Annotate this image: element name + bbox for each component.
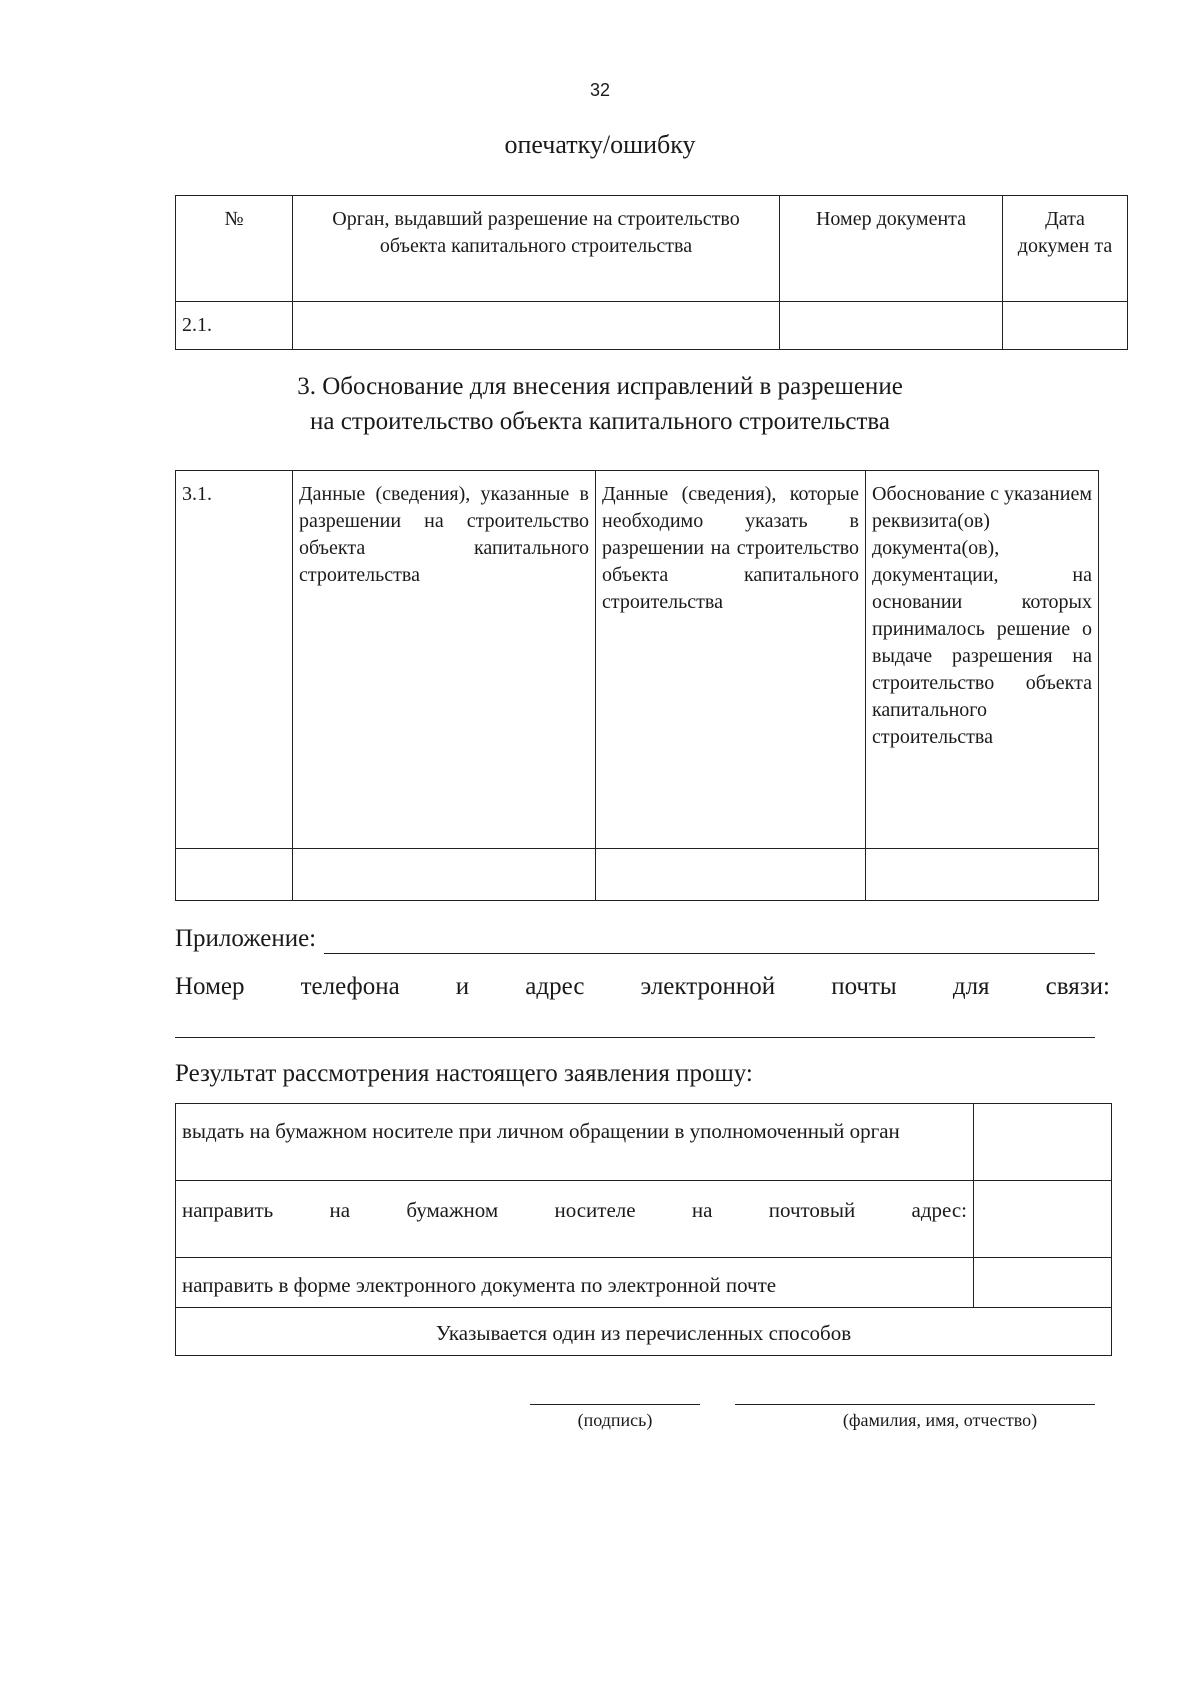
contact-word: Номер [175,973,245,1000]
signature-line[interactable] [530,1404,700,1405]
table-cell-row-number: 2.1. [176,302,293,350]
result-label: Результат рассмотрения настоящего заявления прошу: [175,1060,753,1087]
contact-word: почты [831,973,897,1000]
attachment-row [175,925,1095,954]
option-checkbox[interactable] [974,1258,1112,1308]
table-header-doc-number: Номер документа [780,196,1003,302]
table-cell [176,849,293,901]
contact-word: адрес [525,973,585,1000]
table-header-doc-date: Дата докумен та [1003,196,1128,302]
table-cell-required-data: Данные (сведения), которые необходимо указать в разрешении на строительство объекта капитального строительства [596,471,866,849]
result-note: Указывается один из перечисленных способов [176,1308,1112,1356]
contact-word: для [952,973,990,1000]
option-by-mail: направить на бумажном носителе на почтовый адрес: [176,1181,974,1258]
table-cell [1003,302,1128,350]
full-name-caption: (фамилия, имя, отчество) [842,1410,1038,1430]
contact-word: телефона [300,973,400,1000]
table-cell-row-number: 3.1. [176,471,293,849]
table-cell-justification: Обоснование с указанием реквизита(ов) документа(ов), документации, на основании которых принималось решение о выдаче разрешения на строительство объекта капитального строительства [866,471,1099,849]
contact-input-line[interactable] [175,1037,1095,1038]
table-cell [293,849,596,901]
contact-row [175,973,1110,1001]
correction-table [175,195,1128,350]
option-checkbox[interactable] [974,1181,1112,1258]
full-name-line[interactable] [735,1404,1095,1405]
option-by-email: направить в форме электронного документа по электронной почте [176,1258,974,1308]
contact-word: и [455,973,470,1000]
section-title-line1: 3. Обоснование для внесения исправлений в разрешение [297,373,903,400]
table-cell [866,849,1099,901]
result-options-table [175,1103,1112,1356]
continuation-heading: опечатку/ошибку [504,130,696,159]
section-title-line2: на строительство объекта капитального строительства [310,408,890,435]
table-cell [780,302,1003,350]
table-cell-current-data: Данные (сведения), указанные в разрешении на строительство объекта капитального строительства [293,471,596,849]
attachment-input-line[interactable] [324,925,1095,954]
option-checkbox[interactable] [974,1104,1112,1181]
attachment-label: Приложение: [175,925,317,952]
table-header-number: № [176,196,293,302]
table-cell [293,302,780,350]
signature-caption: (подпись) [577,1410,653,1430]
table-header-authority: Орган, выдавший разрешение на строительство объекта капитального строительства [293,196,780,302]
table-cell [596,849,866,901]
contact-word: связи: [1045,973,1110,1000]
contact-word: электронной [640,973,776,1000]
page-number: 32 [589,80,611,100]
option-in-person: выдать на бумажном носителе при личном обращении в уполномоченный орган [176,1104,974,1181]
justification-table [175,470,1099,901]
